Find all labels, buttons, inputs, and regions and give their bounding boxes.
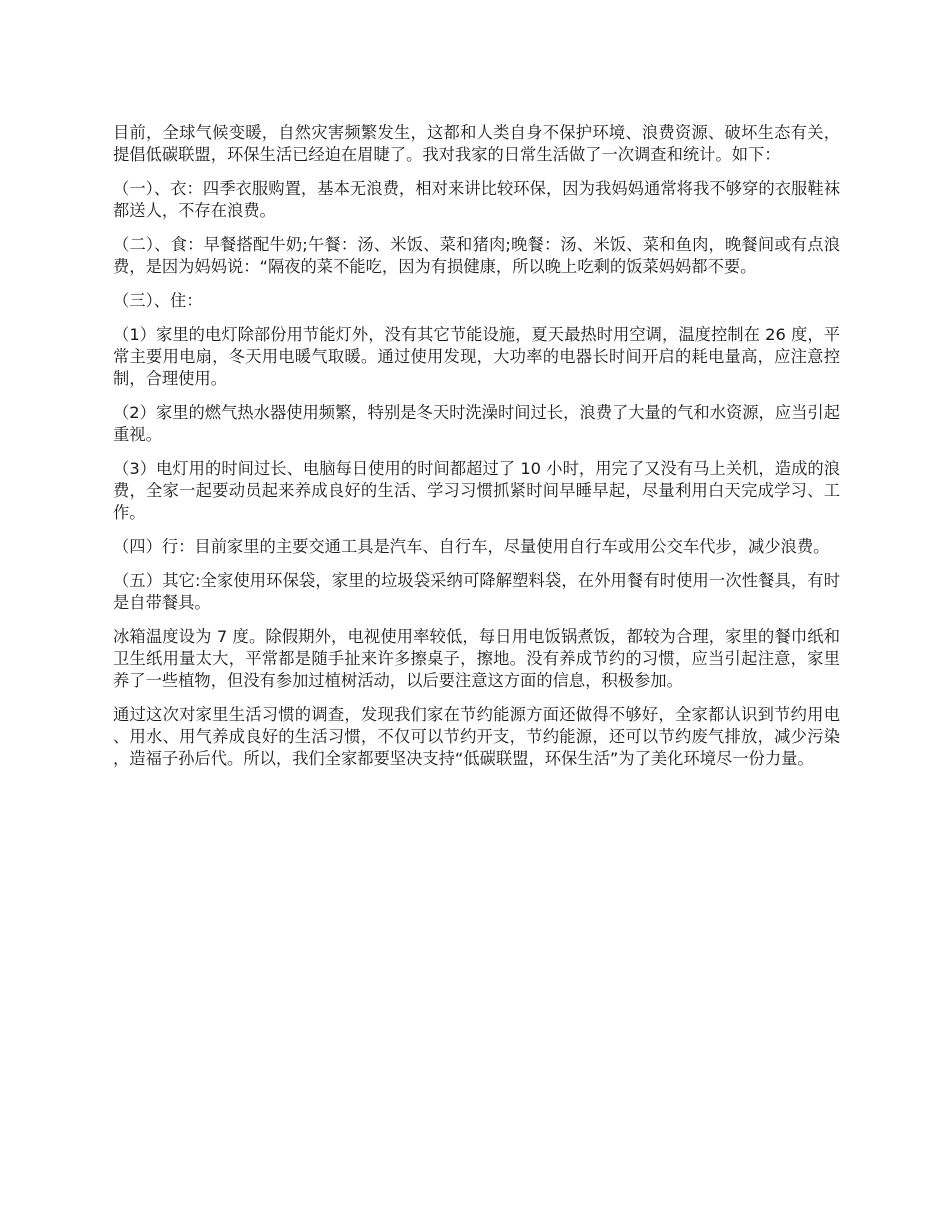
- document-body: [113, 122, 840, 782]
- paragraph-intro: 目前，全球气候变暖，自然灾害频繁发生，这都和人类自身不保护环境、浪费资源、破坏生态有关，提倡低碳联盟，环保生活已经迫在眉睫了。我对我家的日常生活做了一次调查和统计。如下：: [113, 123, 840, 164]
- paragraph-housing-heading: （三）、住：: [113, 291, 203, 310]
- paragraph-housing-item-1: （1）家里的电灯除部份用节能灯外，没有其它节能设施，夏天最热时用空调，温度控制在 26 度，平常主要用电扇，冬天用电暖气取暖。通过使用发现，大功率的电器长时间开启的耗电量高，应注意控制，合理使用。: [113, 325, 840, 388]
- paragraph-transport: （四）行：目前家里的主要交通工具是汽车、自行车，尽量使用自行车或用公交车代步，减少浪费。: [113, 537, 830, 556]
- paragraph-clothing: （一）、衣：四季衣服购置，基本无浪费，相对来讲比较环保，因为我妈妈通常将我不够穿的衣服鞋袜都送人，不存在浪费。: [113, 179, 840, 220]
- paragraph-other: （五）其它:全家使用环保袋，家里的垃圾袋采纳可降解塑料袋，在外用餐有时使用一次性餐具，有时是自带餐具。: [113, 571, 840, 612]
- paragraph-housing-item-2: （2）家里的燃气热水器使用频繁，特别是冬天时洗澡时间过长，浪费了大量的气和水资源，应当引起重视。: [113, 403, 840, 444]
- paragraph-food: （二）、食：早餐搭配牛奶;午餐：汤、米饭、菜和猪肉;晚餐：汤、米饭、菜和鱼肉，晚餐间或有点浪费，是因为妈妈说：“隔夜的菜不能吃，因为有损健康，所以晚上吃剩的饭菜妈妈都不要。: [113, 235, 840, 276]
- paragraph-housing-item-3: （3）电灯用的时间过长、电脑每日使用的时间都超过了 10 小时，用完了又没有马上关机，造成的浪费，全家一起要动员起来养成良好的生活、学习习惯抓紧时间早睡早起，尽量利用白天完成学习、工作。: [113, 459, 840, 522]
- paragraph-appliances: 冰箱温度设为 7 度。除假期外，电视使用率较低，每日用电饭锅煮饭，都较为合理，家里的餐巾纸和卫生纸用量太大，平常都是随手扯来许多擦桌子，擦地。没有养成节约的习惯，应当引起注意，家里养了一些植物，但没有参加过植树活动，以后要注意这方面的信息，积极参加。: [113, 627, 840, 690]
- paragraph-conclusion: 通过这次对家里生活习惯的调查，发现我们家在节约能源方面还做得不够好，全家都认识到节约用电、用水、用气养成良好的生活习惯，不仅可以节约开支，节约能源，还可以节约废气排放，减少污染，造福子孙后代。所以，我们全家都要坚决支持“低碳联盟，环保生活”为了美化环境尽一份力量。: [113, 705, 840, 768]
